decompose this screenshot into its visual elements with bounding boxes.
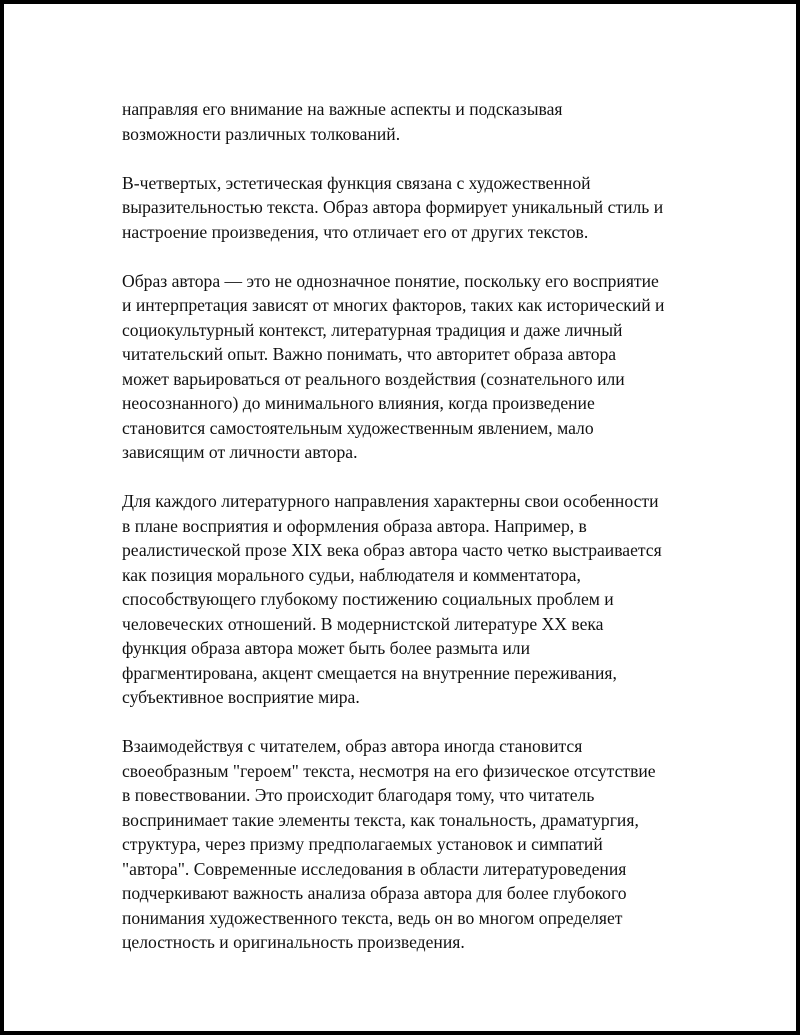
paragraph <box>122 269 697 465</box>
text-line: выразительностью текста. Образ автора формирует уникальный стиль и <box>122 197 664 217</box>
text-line: неосознанного) до минимального влияния, когда произведение <box>122 393 595 413</box>
text-line: целостность и оригинальность произведения. <box>122 932 465 952</box>
text-line: подчеркивают важность анализа образа автора для более глубокого <box>122 883 627 903</box>
text-line: в плане восприятия и оформления образа автора. Например, в <box>122 515 587 536</box>
text-line: функция образа автора может быть более размыта или <box>122 638 530 658</box>
text-line: становится самостоятельным художественным явлением, мало <box>122 417 594 438</box>
text-line: как позиция морального судьи, наблюдателя и комментатора, <box>122 564 581 585</box>
text-line: "автора". Современные исследования в области литературоведения <box>122 858 627 879</box>
text-line: читательский опыт. Важно понимать, что авторитет образа автора <box>122 344 617 364</box>
text-line: настроение произведения, что отличает его от других текстов. <box>122 221 589 242</box>
text-line: воспринимает такие элементы текста, как тональность, драматургия, <box>122 809 639 830</box>
text-line: фрагментирована, акцент смещается на внутренние переживания, <box>122 662 617 683</box>
text-line: своеобразным "героем" текста, несмотря на его физическое отсутствие <box>122 760 656 781</box>
text-line: в повествовании. Это происходит благодаря тому, что читатель <box>122 785 595 805</box>
text-line: В-четвертых, эстетическая функция связана с художественной <box>122 172 591 193</box>
paragraph <box>122 171 697 245</box>
text-line: субъективное восприятие мира. <box>122 687 360 707</box>
text-line: способствующего глубокому постижению социальных проблем и <box>122 589 614 609</box>
text-line: и интерпретация зависят от многих факторов, таких как исторический и <box>122 295 665 315</box>
text-line: зависящим от личности автора. <box>122 442 358 462</box>
text-line: направляя его внимание на важные аспекты и подсказывая <box>122 99 563 119</box>
paragraph <box>122 97 697 146</box>
text-line: Образ автора — это не однозначное понятие, поскольку его восприятие <box>122 270 659 291</box>
text-line: Взаимодействуя с читателем, образ автора иногда становится <box>122 736 583 756</box>
text-line: социокультурный контекст, литературная традиция и даже личный <box>122 319 623 340</box>
text-line: Для каждого литературного направления характерны свои особенности <box>122 491 659 511</box>
text-line: возможности различных толкований. <box>122 123 401 144</box>
paragraph <box>122 734 697 955</box>
text-line: понимания художественного текста, ведь он во многом определяет <box>122 907 623 928</box>
text-line: человеческих отношений. В модернистской литературе XX века <box>122 613 604 634</box>
text-line: реалистической прозе XIX века образ автора часто четко выстраивается <box>122 540 662 560</box>
text-column <box>122 97 697 979</box>
text-line: может варьироваться от реального воздействия (сознательного или <box>122 368 625 389</box>
paragraph <box>122 489 697 710</box>
text-line: структура, через призму предполагаемых установок и симпатий <box>122 834 603 854</box>
